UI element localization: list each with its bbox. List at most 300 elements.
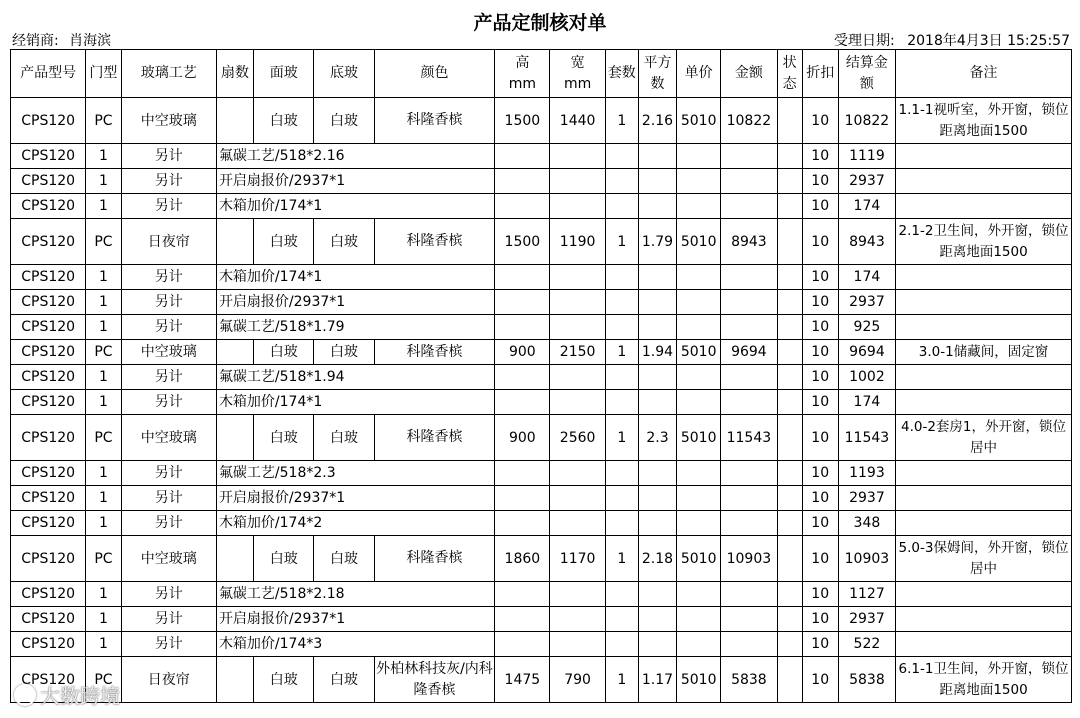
cell-empty (550, 315, 605, 340)
cell-empty (495, 461, 550, 486)
table-row-product (11, 340, 1072, 365)
cell-status (777, 98, 802, 144)
cell-height: 1860 (495, 536, 550, 582)
table-row-product (11, 536, 1072, 582)
cell-glass-process: 另计 (121, 265, 216, 290)
cell-settlement: 174 (838, 194, 895, 219)
cell-face-glass: 白玻 (254, 415, 314, 461)
cell-settlement: 8943 (838, 219, 895, 265)
cell-discount: 10 (802, 169, 838, 194)
cell-door-type: PC (86, 536, 121, 582)
cell-model: CPS120 (11, 511, 86, 536)
cell-empty (550, 486, 605, 511)
cell-glass-process: 日夜帘 (121, 219, 216, 265)
table-row-product (11, 415, 1072, 461)
cell-door-type: 1 (86, 194, 121, 219)
cell-area: 1.94 (638, 340, 676, 365)
cell-surcharge-desc: 木箱加价/174*1 (216, 390, 494, 415)
cell-door-type: PC (86, 415, 121, 461)
cell-glass-process: 另计 (121, 390, 216, 415)
cell-model: CPS120 (11, 290, 86, 315)
cell-empty (721, 365, 777, 390)
cell-sets: 1 (605, 340, 638, 365)
cell-empty (605, 265, 638, 290)
cell-remark (896, 169, 1072, 194)
cell-empty (677, 265, 721, 290)
cell-bottom-glass: 白玻 (314, 657, 374, 703)
cell-empty (550, 365, 605, 390)
cell-height: 900 (495, 340, 550, 365)
cell-empty (495, 144, 550, 169)
cell-door-type: PC (86, 98, 121, 144)
cell-color: 外柏林科技灰/内科隆香槟 (374, 657, 495, 703)
cell-settlement: 2937 (838, 169, 895, 194)
cell-empty (638, 290, 676, 315)
cell-discount: 10 (802, 632, 838, 657)
cell-settlement: 174 (838, 265, 895, 290)
cell-model: CPS120 (11, 169, 86, 194)
cell-sash-count (216, 98, 253, 144)
cell-model: CPS120 (11, 265, 86, 290)
cell-door-type: 1 (86, 390, 121, 415)
cell-empty (550, 144, 605, 169)
cell-sash-count (216, 219, 253, 265)
cell-empty (677, 607, 721, 632)
table-body (11, 98, 1072, 703)
cell-surcharge-desc: 氟碳工艺/518*1.79 (216, 315, 494, 340)
cell-surcharge-desc: 开启扇报价/2937*1 (216, 290, 494, 315)
cell-empty (777, 390, 802, 415)
column-header: 金额 (721, 50, 777, 98)
cell-remark: 1.1-1视听室，外开窗，锁位距离地面1500 (896, 98, 1072, 144)
cell-empty (605, 582, 638, 607)
cell-remark (896, 144, 1072, 169)
table-row-surcharge (11, 194, 1072, 219)
cell-model: CPS120 (11, 219, 86, 265)
cell-color: 科隆香槟 (374, 219, 495, 265)
cell-empty (605, 290, 638, 315)
cell-empty (550, 265, 605, 290)
cell-surcharge-desc: 氟碳工艺/518*2.3 (216, 461, 494, 486)
cell-door-type: 1 (86, 365, 121, 390)
cell-status (777, 340, 802, 365)
cell-remark: 3.0-1储藏间，固定窗 (896, 340, 1072, 365)
cell-unit-price: 5010 (677, 98, 721, 144)
cell-bottom-glass: 白玻 (314, 98, 374, 144)
table-header-row (11, 50, 1072, 98)
column-header: 门型 (86, 50, 121, 98)
cell-color: 科隆香槟 (374, 98, 495, 144)
watermark-text: 大数跨境 (40, 684, 120, 708)
cell-glass-process: 另计 (121, 365, 216, 390)
cell-model: CPS120 (11, 390, 86, 415)
cell-unit-price: 5010 (677, 657, 721, 703)
cell-empty (777, 461, 802, 486)
cell-empty (638, 169, 676, 194)
cell-empty (638, 144, 676, 169)
cell-sets: 1 (605, 657, 638, 703)
column-header: 折扣 (802, 50, 838, 98)
cell-empty (721, 194, 777, 219)
cell-remark: 4.0-2套房1，外开窗，锁位居中 (896, 415, 1072, 461)
cell-empty (550, 582, 605, 607)
cell-settlement: 2937 (838, 607, 895, 632)
cell-model: CPS120 (11, 582, 86, 607)
cell-remark (896, 486, 1072, 511)
date-label: 受理日期: (834, 33, 895, 49)
cell-empty (721, 144, 777, 169)
cell-empty (605, 144, 638, 169)
cell-unit-price: 5010 (677, 219, 721, 265)
cell-empty (777, 194, 802, 219)
cell-surcharge-desc: 木箱加价/174*3 (216, 632, 494, 657)
cell-surcharge-desc: 开启扇报价/2937*1 (216, 169, 494, 194)
cell-empty (777, 511, 802, 536)
cell-width: 1170 (550, 536, 605, 582)
cell-empty (495, 632, 550, 657)
cell-glass-process: 另计 (121, 486, 216, 511)
cell-glass-process: 中空玻璃 (121, 536, 216, 582)
cell-amount: 5838 (721, 657, 777, 703)
cell-empty (638, 486, 676, 511)
cell-status (777, 219, 802, 265)
table-row-product (11, 219, 1072, 265)
cell-settlement: 11543 (838, 415, 895, 461)
cell-face-glass: 白玻 (254, 340, 314, 365)
cell-surcharge-desc: 木箱加价/174*1 (216, 265, 494, 290)
cell-empty (721, 607, 777, 632)
cell-discount: 10 (802, 290, 838, 315)
cell-remark (896, 511, 1072, 536)
cell-glass-process: 另计 (121, 632, 216, 657)
cell-empty (495, 486, 550, 511)
cell-discount: 10 (802, 415, 838, 461)
cell-empty (777, 290, 802, 315)
cell-discount: 10 (802, 315, 838, 340)
cell-bottom-glass: 白玻 (314, 340, 374, 365)
cell-glass-process: 中空玻璃 (121, 340, 216, 365)
cell-empty (721, 461, 777, 486)
cell-empty (677, 511, 721, 536)
table-row-surcharge (11, 607, 1072, 632)
cell-empty (721, 582, 777, 607)
cell-settlement: 2937 (838, 290, 895, 315)
cell-door-type: 1 (86, 461, 121, 486)
cell-face-glass: 白玻 (254, 219, 314, 265)
cell-door-type: PC (86, 657, 121, 703)
cell-empty (677, 632, 721, 657)
table-row-surcharge (11, 144, 1072, 169)
cell-glass-process: 另计 (121, 315, 216, 340)
dealer-label: 经销商: (12, 33, 59, 49)
cell-settlement: 174 (838, 390, 895, 415)
cell-glass-process: 另计 (121, 582, 216, 607)
cell-empty (550, 461, 605, 486)
cell-empty (638, 194, 676, 219)
cell-sets: 1 (605, 219, 638, 265)
cell-glass-process: 中空玻璃 (121, 98, 216, 144)
cell-unit-price: 5010 (677, 536, 721, 582)
cell-empty (721, 315, 777, 340)
cell-model: CPS120 (11, 536, 86, 582)
cell-empty (495, 194, 550, 219)
cell-remark (896, 582, 1072, 607)
cell-door-type: 1 (86, 607, 121, 632)
table-row-surcharge (11, 461, 1072, 486)
table-row-surcharge (11, 365, 1072, 390)
cell-status (777, 657, 802, 703)
cell-surcharge-desc: 木箱加价/174*1 (216, 194, 494, 219)
cell-discount: 10 (802, 390, 838, 415)
cell-empty (605, 461, 638, 486)
cell-door-type: 1 (86, 511, 121, 536)
cell-discount: 10 (802, 511, 838, 536)
cell-model: CPS120 (11, 657, 86, 703)
cell-color: 科隆香槟 (374, 536, 495, 582)
cell-area: 2.18 (638, 536, 676, 582)
column-header: 平方 数 (638, 50, 676, 98)
cell-door-type: 1 (86, 486, 121, 511)
column-header: 产品型号 (11, 50, 86, 98)
cell-remark: 6.1-1卫生间，外开窗，锁位距离地面1500 (896, 657, 1072, 703)
cell-discount: 10 (802, 365, 838, 390)
cell-model: CPS120 (11, 98, 86, 144)
watermark-logo-icon (14, 684, 36, 706)
cell-area: 2.3 (638, 415, 676, 461)
cell-empty (495, 169, 550, 194)
cell-door-type: PC (86, 340, 121, 365)
cell-model: CPS120 (11, 365, 86, 390)
cell-empty (677, 315, 721, 340)
cell-status (777, 536, 802, 582)
column-header: 扇数 (216, 50, 253, 98)
cell-door-type: 1 (86, 632, 121, 657)
cell-status (777, 415, 802, 461)
cell-empty (495, 365, 550, 390)
cell-empty (550, 632, 605, 657)
cell-empty (495, 390, 550, 415)
cell-empty (721, 265, 777, 290)
cell-settlement: 1127 (838, 582, 895, 607)
cell-remark (896, 607, 1072, 632)
cell-glass-process: 另计 (121, 194, 216, 219)
cell-model: CPS120 (11, 144, 86, 169)
cell-discount: 10 (802, 582, 838, 607)
cell-discount: 10 (802, 486, 838, 511)
table-row-surcharge (11, 290, 1072, 315)
cell-empty (550, 607, 605, 632)
cell-area: 1.79 (638, 219, 676, 265)
cell-empty (550, 390, 605, 415)
cell-empty (605, 194, 638, 219)
cell-empty (721, 632, 777, 657)
cell-empty (638, 390, 676, 415)
cell-empty (638, 582, 676, 607)
cell-unit-price: 5010 (677, 340, 721, 365)
cell-empty (605, 315, 638, 340)
cell-empty (495, 290, 550, 315)
cell-empty (638, 607, 676, 632)
cell-amount: 11543 (721, 415, 777, 461)
column-header: 套数 (605, 50, 638, 98)
cell-empty (495, 582, 550, 607)
cell-surcharge-desc: 开启扇报价/2937*1 (216, 486, 494, 511)
cell-width: 1190 (550, 219, 605, 265)
cell-remark (896, 390, 1072, 415)
cell-glass-process: 另计 (121, 607, 216, 632)
cell-width: 2560 (550, 415, 605, 461)
cell-remark (896, 365, 1072, 390)
cell-color: 科隆香槟 (374, 415, 495, 461)
cell-remark: 5.0-3保姆间，外开窗，锁位居中 (896, 536, 1072, 582)
cell-discount: 10 (802, 461, 838, 486)
cell-glass-process: 另计 (121, 511, 216, 536)
cell-amount: 10822 (721, 98, 777, 144)
cell-sets: 1 (605, 98, 638, 144)
column-header: 面玻 (254, 50, 314, 98)
cell-empty (777, 632, 802, 657)
cell-empty (777, 607, 802, 632)
table-row-surcharge (11, 390, 1072, 415)
cell-model: CPS120 (11, 415, 86, 461)
table-row-surcharge (11, 511, 1072, 536)
cell-surcharge-desc: 氟碳工艺/518*2.18 (216, 582, 494, 607)
cell-settlement: 1193 (838, 461, 895, 486)
column-header: 结算金 额 (838, 50, 895, 98)
column-header: 底玻 (314, 50, 374, 98)
cell-area: 1.17 (638, 657, 676, 703)
cell-bottom-glass: 白玻 (314, 415, 374, 461)
cell-settlement: 2937 (838, 486, 895, 511)
cell-empty (550, 511, 605, 536)
table-row-product (11, 657, 1072, 703)
cell-remark (896, 461, 1072, 486)
column-header: 单价 (677, 50, 721, 98)
cell-empty (550, 194, 605, 219)
cell-model: CPS120 (11, 632, 86, 657)
cell-settlement: 348 (838, 511, 895, 536)
table-row-surcharge (11, 169, 1072, 194)
cell-empty (677, 194, 721, 219)
cell-discount: 10 (802, 144, 838, 169)
cell-surcharge-desc: 木箱加价/174*2 (216, 511, 494, 536)
cell-discount: 10 (802, 98, 838, 144)
cell-sets: 1 (605, 415, 638, 461)
cell-surcharge-desc: 开启扇报价/2937*1 (216, 607, 494, 632)
cell-empty (605, 511, 638, 536)
cell-empty (677, 144, 721, 169)
cell-settlement: 1119 (838, 144, 895, 169)
cell-empty (550, 169, 605, 194)
cell-empty (638, 265, 676, 290)
cell-glass-process: 另计 (121, 290, 216, 315)
column-header: 高 mm (495, 50, 550, 98)
cell-glass-process: 另计 (121, 169, 216, 194)
cell-width: 2150 (550, 340, 605, 365)
cell-empty (677, 582, 721, 607)
cell-door-type: 1 (86, 144, 121, 169)
cell-height: 1500 (495, 219, 550, 265)
cell-settlement: 9694 (838, 340, 895, 365)
cell-empty (495, 315, 550, 340)
cell-empty (721, 169, 777, 194)
cell-sash-count (216, 415, 253, 461)
cell-discount: 10 (802, 607, 838, 632)
cell-empty (605, 486, 638, 511)
cell-remark (896, 315, 1072, 340)
column-header: 状 态 (777, 50, 802, 98)
cell-empty (638, 365, 676, 390)
column-header: 颜色 (374, 50, 495, 98)
cell-glass-process: 中空玻璃 (121, 415, 216, 461)
cell-settlement: 10822 (838, 98, 895, 144)
cell-empty (777, 486, 802, 511)
table-row-product (11, 98, 1072, 144)
cell-remark (896, 290, 1072, 315)
cell-empty (777, 144, 802, 169)
cell-empty (638, 632, 676, 657)
cell-unit-price: 5010 (677, 415, 721, 461)
cell-model: CPS120 (11, 607, 86, 632)
cell-glass-process: 另计 (121, 144, 216, 169)
cell-face-glass: 白玻 (254, 98, 314, 144)
cell-empty (495, 607, 550, 632)
table-row-surcharge (11, 632, 1072, 657)
cell-empty (605, 169, 638, 194)
cell-sets: 1 (605, 536, 638, 582)
cell-settlement: 925 (838, 315, 895, 340)
cell-door-type: 1 (86, 265, 121, 290)
cell-bottom-glass: 白玻 (314, 219, 374, 265)
cell-door-type: PC (86, 219, 121, 265)
cell-door-type: 1 (86, 169, 121, 194)
cell-glass-process: 另计 (121, 461, 216, 486)
cell-discount: 10 (802, 194, 838, 219)
table-row-surcharge (11, 265, 1072, 290)
cell-door-type: 1 (86, 315, 121, 340)
cell-model: CPS120 (11, 486, 86, 511)
cell-empty (721, 511, 777, 536)
cell-face-glass: 白玻 (254, 536, 314, 582)
cell-glass-process: 日夜帘 (121, 657, 216, 703)
cell-settlement: 1002 (838, 365, 895, 390)
cell-surcharge-desc: 氟碳工艺/518*2.16 (216, 144, 494, 169)
cell-sash-count (216, 536, 253, 582)
cell-surcharge-desc: 氟碳工艺/518*1.94 (216, 365, 494, 390)
cell-discount: 10 (802, 265, 838, 290)
cell-empty (495, 265, 550, 290)
cell-empty (677, 486, 721, 511)
cell-empty (605, 632, 638, 657)
cell-remark (896, 632, 1072, 657)
cell-remark (896, 265, 1072, 290)
cell-empty (677, 169, 721, 194)
cell-empty (777, 365, 802, 390)
cell-empty (605, 607, 638, 632)
cell-sash-count (216, 657, 253, 703)
cell-door-type: 1 (86, 290, 121, 315)
cell-empty (777, 582, 802, 607)
cell-area: 2.16 (638, 98, 676, 144)
cell-settlement: 5838 (838, 657, 895, 703)
dealer-info (12, 30, 111, 50)
cell-door-type: 1 (86, 582, 121, 607)
cell-width: 790 (550, 657, 605, 703)
cell-empty (638, 461, 676, 486)
accept-date (834, 30, 1070, 50)
cell-model: CPS120 (11, 315, 86, 340)
cell-color: 科隆香槟 (374, 340, 495, 365)
